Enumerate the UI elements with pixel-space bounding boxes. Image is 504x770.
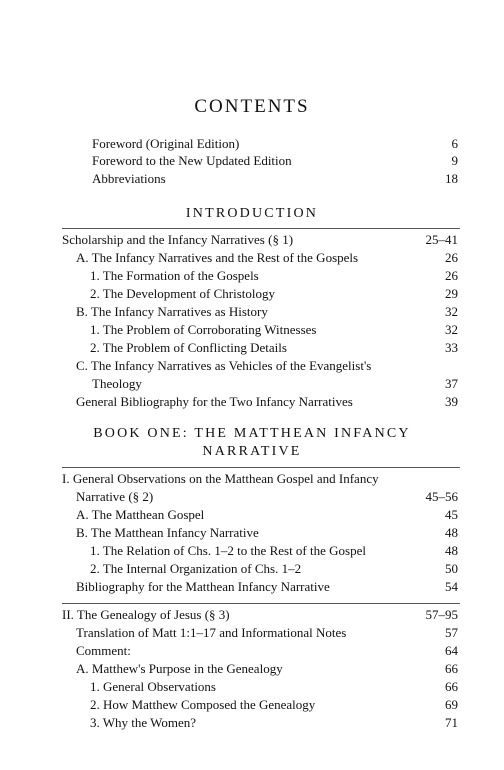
- toc-entry-label: C. The Infancy Narratives as Vehicles of the Evangelist's: [76, 358, 372, 373]
- toc-entry-label: Translation of Matt 1:1–17 and Informational Notes: [76, 625, 347, 640]
- section-heading-book-one: BOOK ONE: THE MATTHEAN INFANCY: [93, 426, 411, 441]
- toc-entry-label: 2. How Matthew Composed the Genealogy: [90, 697, 316, 712]
- toc-entry-page: 37: [445, 376, 458, 391]
- toc-entry-page: 26: [445, 268, 458, 283]
- toc-entry-label: I. General Observations on the Matthean Gospel and Infancy: [62, 471, 379, 486]
- toc-entry-label: General Bibliography for the Two Infancy Narratives: [76, 394, 353, 409]
- toc-entry-page: 39: [445, 394, 458, 409]
- toc-entry-label: Bibliography for the Matthean Infancy Narrative: [76, 579, 330, 594]
- page-title: CONTENTS: [194, 96, 310, 117]
- toc-entry-page: 45: [445, 507, 458, 522]
- toc-entry-label: II. The Genealogy of Jesus (§ 3): [62, 607, 230, 622]
- toc-entry-page: 45–56: [425, 489, 458, 504]
- toc-entry-label: Scholarship and the Infancy Narratives (§ 1): [62, 232, 294, 247]
- toc-entry-page: 66: [445, 661, 458, 676]
- toc-entry-page: 48: [445, 543, 458, 558]
- toc-entry-label: B. The Matthean Infancy Narrative: [76, 525, 259, 540]
- section-divider: [62, 603, 460, 604]
- toc-entry-page: 32: [445, 304, 458, 319]
- toc-entry-label: B. The Infancy Narratives as History: [76, 304, 268, 319]
- toc-entry-label: A. The Matthean Gospel: [76, 507, 205, 522]
- toc-entry-page: 32: [445, 322, 458, 337]
- toc-entry-page: 26: [445, 250, 458, 265]
- toc-entry-label: Theology: [92, 376, 142, 391]
- toc-entry-label: 2. The Internal Organization of Chs. 1–2: [90, 561, 302, 576]
- toc-entry-page: 50: [445, 561, 458, 576]
- toc-entry-label: A. Matthew's Purpose in the Genealogy: [76, 661, 283, 676]
- section-heading-book-one-cont: NARRATIVE: [202, 444, 302, 459]
- toc-entry-label: Foreword to the New Updated Edition: [92, 153, 292, 168]
- section-divider: [62, 228, 460, 229]
- toc-entry-page: 9: [451, 153, 458, 168]
- toc-entry-page: 25–41: [425, 232, 458, 247]
- toc-entry-label: 1. General Observations: [90, 679, 216, 694]
- toc-entry-page: 6: [451, 136, 458, 151]
- toc-entry-label: A. The Infancy Narratives and the Rest of the Gospels: [76, 250, 359, 265]
- toc-entry-page: 33: [445, 340, 458, 355]
- toc-entry-page: 18: [445, 171, 458, 186]
- toc-entry-label: 2. The Problem of Conflicting Details: [90, 340, 287, 355]
- toc-entry-label: Narrative (§ 2): [76, 489, 154, 504]
- toc-entry-page: 64: [445, 643, 458, 658]
- toc-entry-page: 57: [445, 625, 458, 640]
- toc-entry-page: 71: [445, 715, 458, 730]
- toc-entry-page: 29: [445, 286, 458, 301]
- toc-entry-label: 1. The Formation of the Gospels: [90, 268, 259, 283]
- toc-entry-page: 69: [445, 697, 458, 712]
- toc-entry-page: 57–95: [425, 607, 458, 622]
- toc-entry-label: 1. The Relation of Chs. 1–2 to the Rest of the Gospel: [90, 543, 366, 558]
- toc-entry-label: 3. Why the Women?: [90, 715, 197, 730]
- section-divider: [62, 467, 460, 468]
- toc-entry-page: 54: [445, 579, 458, 594]
- toc-entry-label: 1. The Problem of Corroborating Witnesses: [90, 322, 317, 337]
- toc-entry-label: Foreword (Original Edition): [92, 136, 240, 151]
- toc-entry-label: Comment:: [76, 643, 131, 658]
- toc-entry-label: Abbreviations: [92, 171, 166, 186]
- toc-entry-page: 48: [445, 525, 458, 540]
- toc-entry-page: 66: [445, 679, 458, 694]
- toc-entry-label: 2. The Development of Christology: [90, 286, 275, 301]
- section-heading-introduction: INTRODUCTION: [185, 206, 319, 221]
